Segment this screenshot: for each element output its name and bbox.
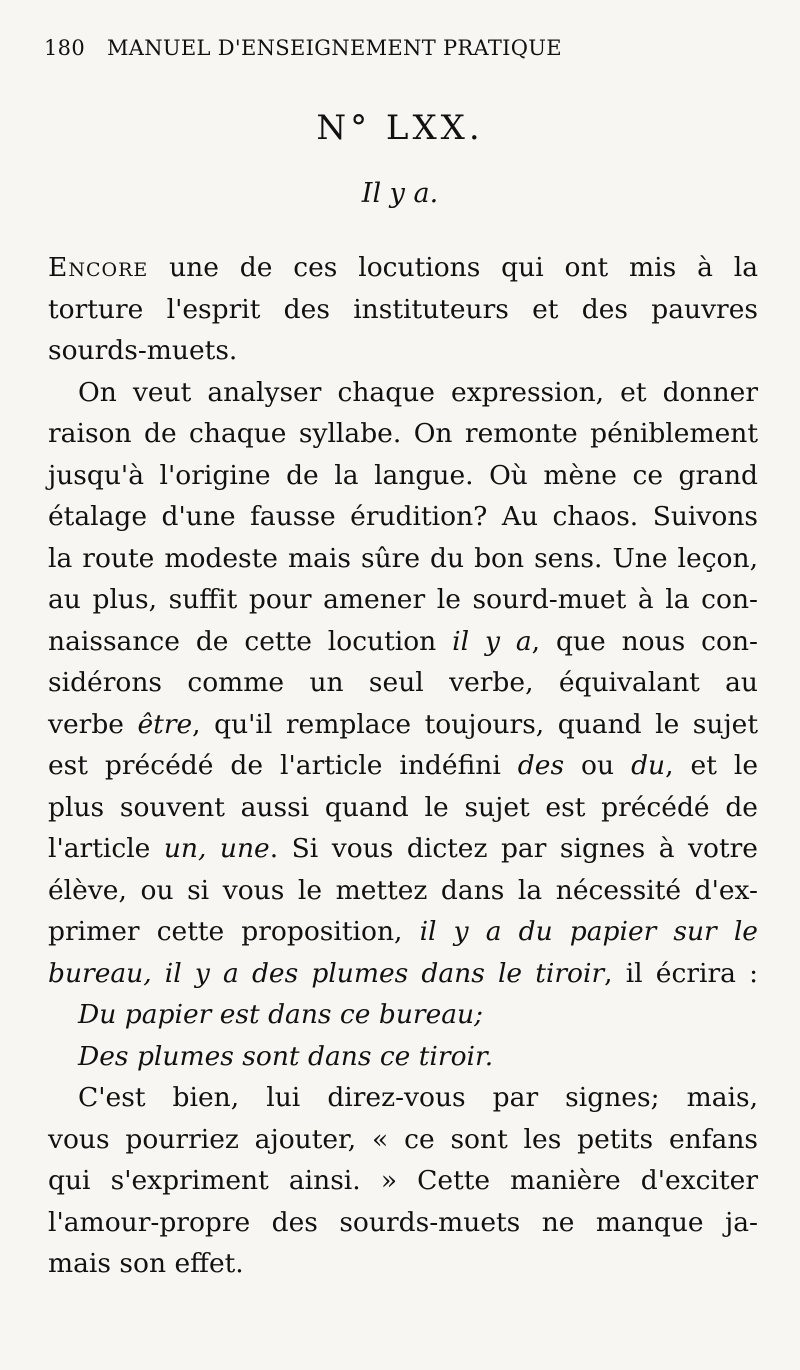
text-line: l'amour-propre des sourds-muets ne manque ja- <box>48 1206 758 1238</box>
section-subtitle: Il y a. <box>361 178 439 209</box>
text-line <box>48 621 758 663</box>
text-line: élève, ou si vous le mettez dans la nécessité d'ex- <box>48 874 758 906</box>
text-run: , il écrira : <box>604 957 758 989</box>
text-run: . Si vous dictez par signes à votre <box>269 833 758 864</box>
text-line: étalage d'une fausse érudition? Au chaos. Suivons <box>48 501 758 532</box>
text-line: qui s'expriment ainsi. » Cette manière d'exciter <box>48 1165 758 1196</box>
text-run: naissance de cette locution <box>48 625 453 657</box>
body-text <box>48 247 758 1285</box>
text-line <box>48 828 758 870</box>
text-line <box>48 994 758 1036</box>
italic-run: être <box>137 708 193 740</box>
italic-run: du <box>631 750 666 781</box>
italic-run: il y a du papier sur le <box>419 916 758 947</box>
page-number: 180 <box>44 36 85 60</box>
italic-run: bureau, il y a des plumes dans le tiroir <box>48 957 605 989</box>
italic-run: Des plumes sont dans ce tiroir. <box>78 1040 494 1072</box>
text-line: C'est bien, lui direz-vous par signes; mais, <box>78 1082 758 1113</box>
text-line: On veut analyser chaque expression, et donner <box>78 376 758 408</box>
running-head <box>44 36 764 60</box>
text-run: verbe <box>48 708 138 740</box>
text-run: l'article <box>48 833 164 864</box>
text-line: raison de chaque syllabe. On remonte péniblement <box>48 418 758 449</box>
text-run: , qu'il remplace toujours, quand le sujet <box>192 708 758 740</box>
text-line: jusqu'à l'origine de la langue. Où mène ce grand <box>48 459 758 491</box>
text-line <box>48 704 758 746</box>
text-line <box>48 911 758 953</box>
italic-run: un, une <box>163 833 270 864</box>
text-run: ou <box>564 750 632 781</box>
text-line: plus souvent aussi quand le sujet est précédé de <box>48 791 758 823</box>
text-line: vous pourriez ajouter, « ce sont les petits enfans <box>48 1123 758 1155</box>
text-run: , et le <box>665 750 758 781</box>
running-title: MANUEL D'ENSEIGNEMENT PRATIQUE <box>106 36 562 60</box>
opening-word: Encore <box>48 252 149 283</box>
text-line <box>48 953 758 995</box>
text-line: torture l'esprit des instituteurs et des pauvres <box>48 293 758 325</box>
text-line: sidérons comme un seul verbe, équivalant au <box>48 667 758 698</box>
italic-run: des <box>517 750 565 781</box>
italic-run: il y a <box>452 625 532 657</box>
section-number: N° LXX. <box>316 108 484 148</box>
text-line: la route modeste mais sûre du bon sens. Une leçon, <box>48 542 758 574</box>
text-line: sourds-muets. <box>48 335 238 366</box>
text-run: une de ces locutions qui ont mis à la <box>148 252 758 283</box>
text-line <box>48 247 758 289</box>
text-run: , que nous con- <box>531 625 758 657</box>
text-line <box>48 745 758 787</box>
text-run: est précédé de l'article indéfini <box>48 750 518 781</box>
text-line: mais son effet. <box>48 1248 244 1279</box>
text-run: primer cette proposition, <box>48 916 420 947</box>
italic-run: Du papier est dans ce bureau; <box>78 999 484 1030</box>
text-line <box>48 1036 758 1078</box>
text-line: au plus, suffit pour amener le sourd-muet à la con- <box>48 584 758 615</box>
